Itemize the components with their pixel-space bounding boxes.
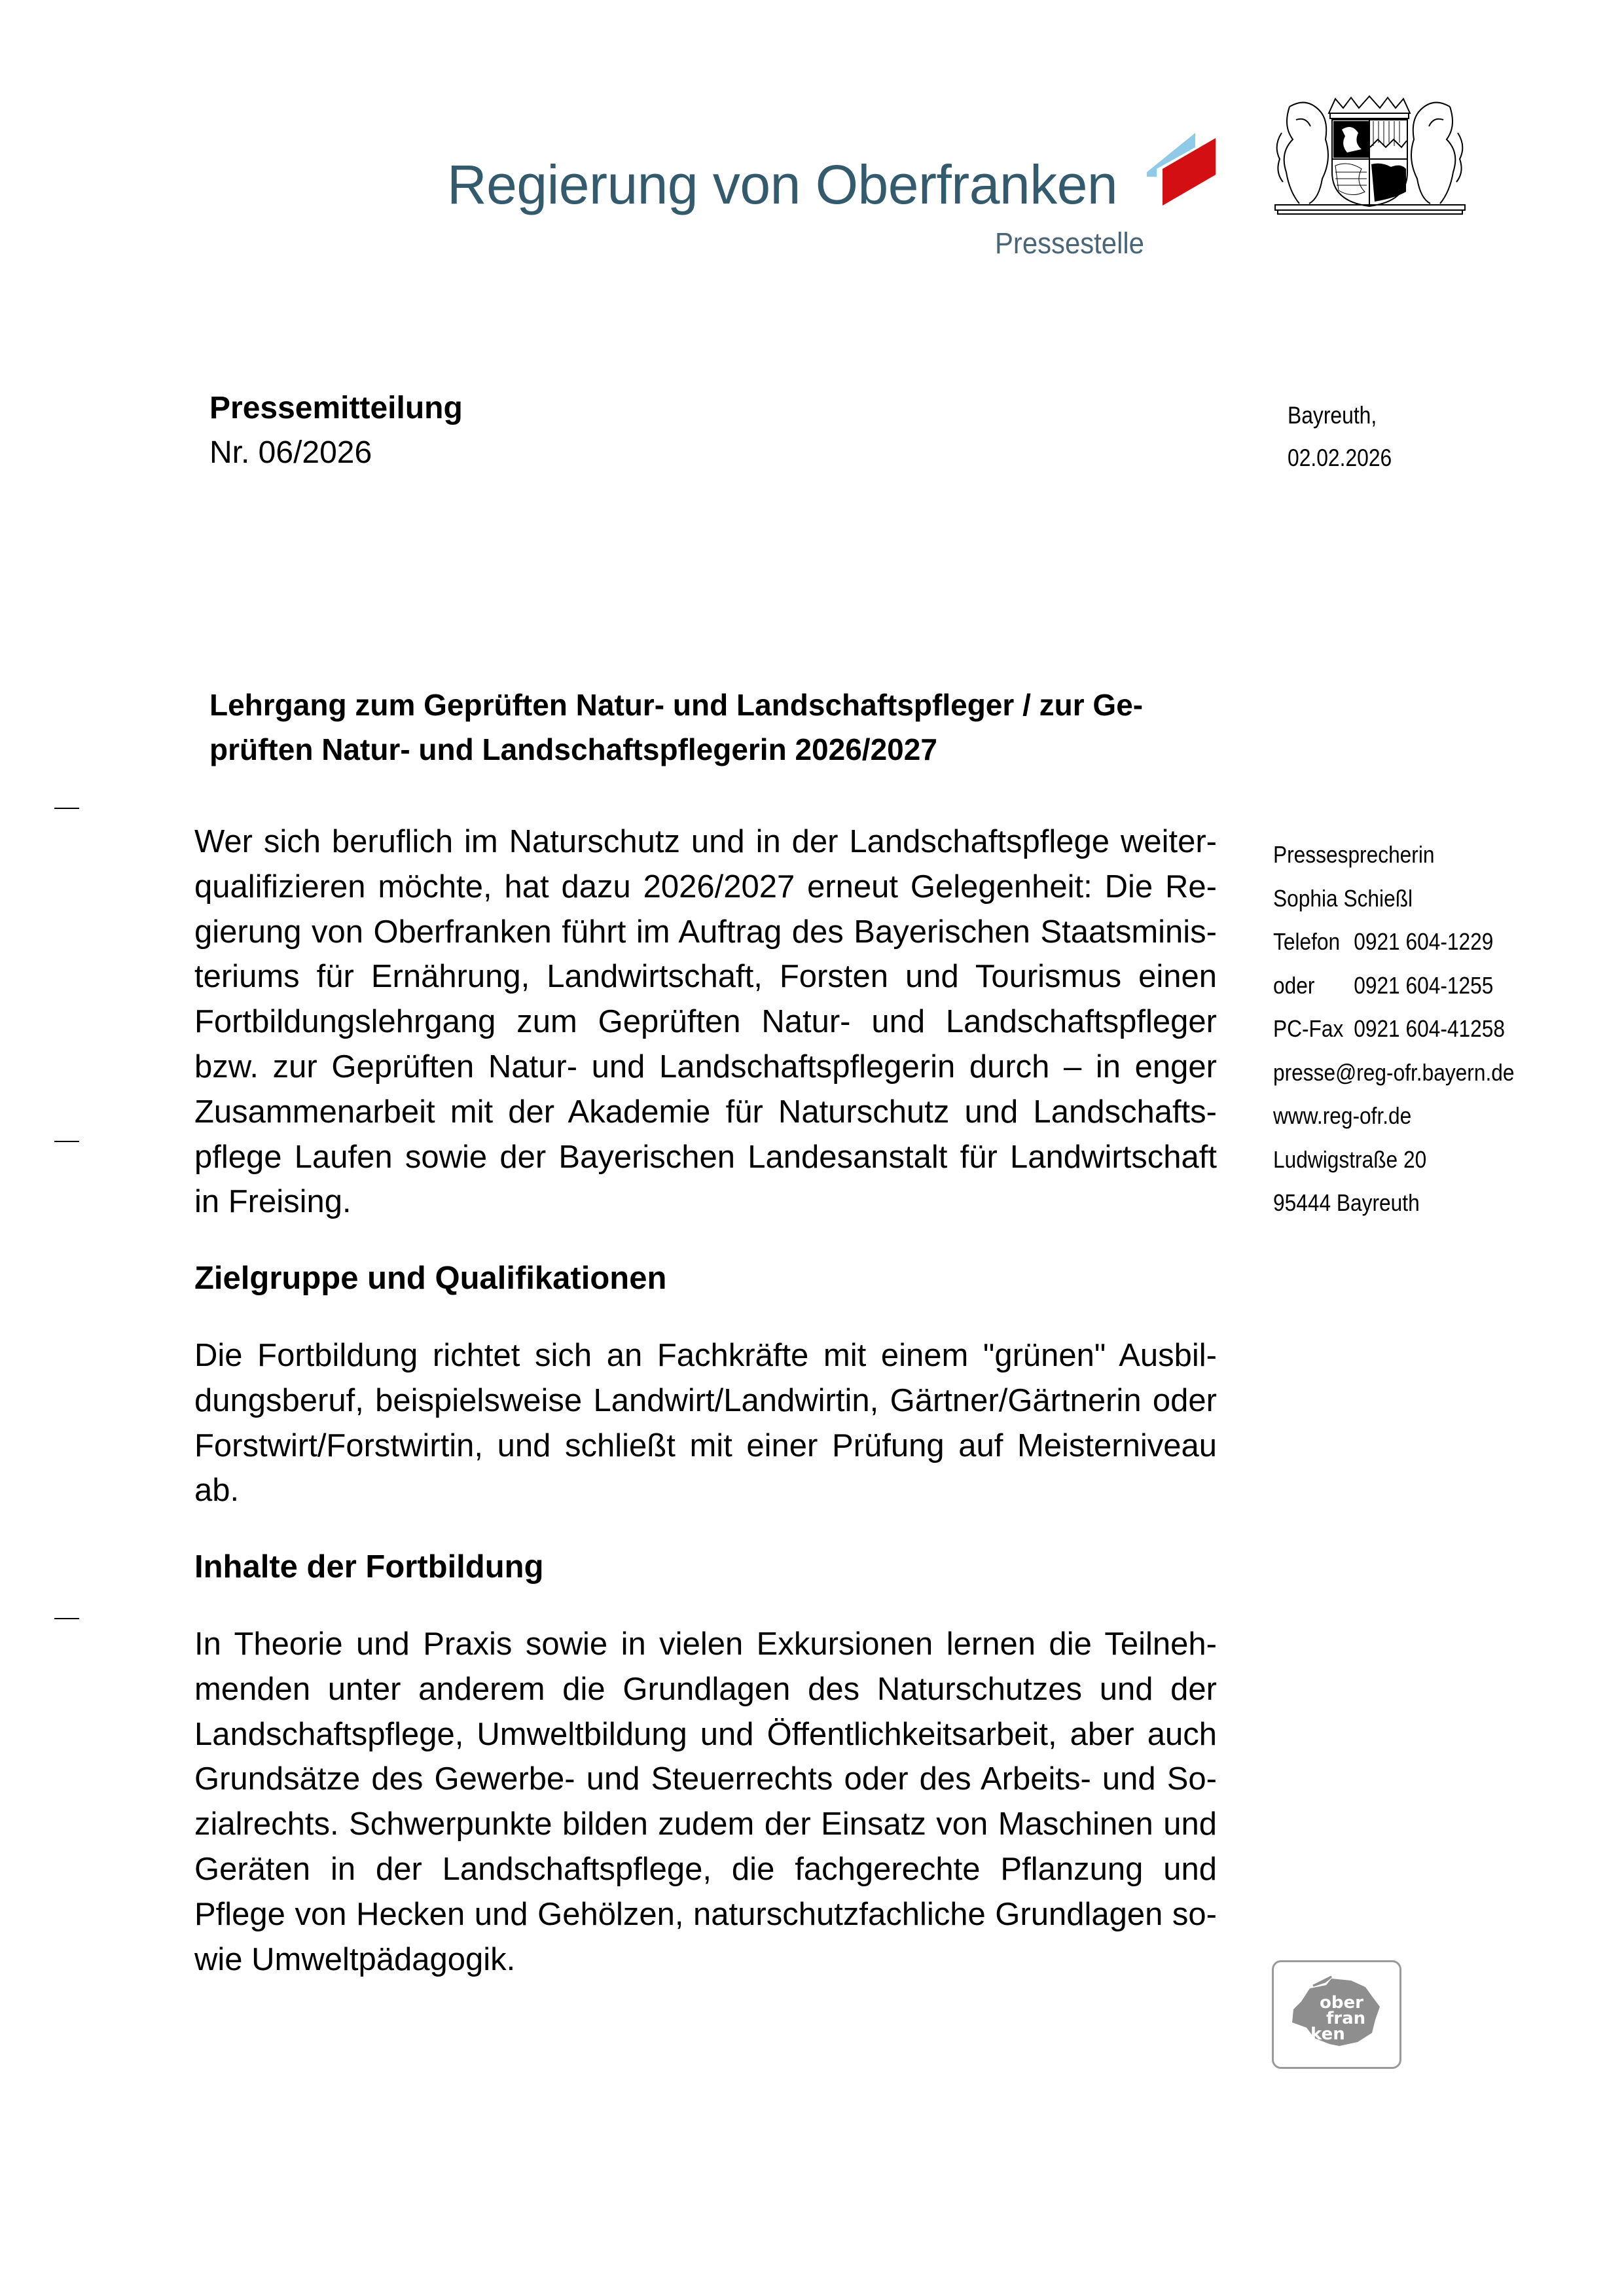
contact-alt-phone: oder 0921 604-1255 — [1273, 964, 1515, 1008]
text-line: Pflege von Hecken und Gehölzen, naturschutzfachliche Grundlagen so- — [194, 1896, 1217, 1932]
svg-text:fran: fran — [1326, 2009, 1366, 2028]
website-link[interactable]: www.reg-ofr.de — [1273, 1102, 1412, 1129]
release-number: Nr. 06/2026 — [209, 435, 372, 470]
punch-mark — [54, 1618, 79, 1619]
city-address: 95444 Bayreuth — [1273, 1189, 1420, 1216]
text-line: Forstwirt/Forstwirtin, und schließt mit einer Prüfung auf Meisterniveau — [194, 1427, 1217, 1463]
text-line: Landschaftspflege, Umweltbildung und Öffentlichkeitsarbeit, aber auch — [194, 1716, 1217, 1752]
contact-phone: Telefon 0921 604-1229 — [1273, 920, 1515, 964]
logo-wordmark: Regierung von Oberfranken — [447, 154, 1118, 215]
svg-text:ken: ken — [1310, 2024, 1345, 2044]
alt-phone-link[interactable]: 0921 604-1255 — [1354, 971, 1494, 999]
logo-mark-icon — [1142, 130, 1221, 211]
section-heading: Zielgruppe und Qualifikationen — [194, 1261, 667, 1297]
text-line: In Theorie und Praxis sowie in vielen Exkursionen lernen die Teilneh- — [194, 1626, 1217, 1662]
headline-line: Lehrgang zum Geprüften Natur- und Landschaftspfleger / zur Ge- — [209, 688, 1144, 722]
text-line: teriums für Ernährung, Landwirtschaft, Forsten und Tourismus einen — [194, 959, 1217, 995]
fax-number: 0921 604-41258 — [1354, 1015, 1505, 1042]
coat-of-arms-icon — [1270, 94, 1470, 218]
section-paragraph — [194, 1622, 1217, 1982]
text-line: zialrechts. Schwerpunkte bilden zudem der Einsatz von Maschinen und — [194, 1806, 1217, 1842]
date: 02.02.2026 — [1288, 444, 1392, 471]
intro-paragraph — [194, 819, 1217, 1225]
text-line: in Freising. — [194, 1184, 352, 1220]
section-heading: Inhalte der Fortbildung — [194, 1549, 544, 1585]
body-column — [194, 819, 1217, 1982]
logo-subtitle: Pressestelle — [995, 226, 1144, 260]
text-line: ab. — [194, 1473, 240, 1509]
street-address: Ludwigstraße 20 — [1273, 1145, 1427, 1173]
text-line: Wer sich beruflich im Naturschutz und in der Landschaftspflege weiter- — [194, 824, 1217, 859]
text-line: Fortbildungslehrgang zum Geprüften Natur- und Landschaftspfleger — [194, 1004, 1217, 1040]
contact-role: Pressesprecherin — [1273, 841, 1435, 868]
text-line: gierung von Oberfranken führt im Auftrag des Bayerischen Staatsminis- — [194, 914, 1217, 950]
text-line: Geräten in der Landschaftspflege, die fachgerechte Pflanzung und — [194, 1851, 1217, 1887]
oberfranken-logo-icon — [1274, 1962, 1399, 2067]
text-line: Grundsätze des Gewerbe- und Steuerrechts oder des Arbeits- und So- — [194, 1761, 1217, 1797]
text-line: qualifizieren möchte, hat dazu 2026/2027 erneut Gelegenheit: Die Re- — [194, 869, 1217, 905]
headline-line: prüften Natur- und Landschaftspflegerin 2026/2027 — [209, 732, 937, 766]
email-link[interactable]: presse@reg-ofr.bayern.de — [1273, 1058, 1515, 1086]
doc-type-label: Pressemitteilung — [209, 391, 463, 425]
text-line: Die Fortbildung richtet sich an Fachkräfte mit einem "grünen" Ausbil- — [194, 1337, 1217, 1373]
text-line: wie Umweltpädagogik. — [194, 1941, 516, 1977]
text-line: Zusammenarbeit mit der Akademie für Naturschutz und Landschafts- — [194, 1094, 1217, 1130]
text-line: bzw. zur Geprüften Natur- und Landschaftspflegerin durch – in enger — [194, 1049, 1217, 1085]
headline — [209, 683, 1231, 772]
fold-mark — [54, 1141, 79, 1142]
text-line: pflege Laufen sowie der Bayerischen Landesanstalt für Landwirtschaft — [194, 1139, 1217, 1175]
contact-fax: PC-Fax 0921 604-41258 — [1273, 1007, 1515, 1051]
fold-mark — [54, 808, 79, 809]
text-line: menden unter anderem die Grundlagen des Naturschutzes und der — [194, 1671, 1217, 1707]
text-line: dungsberuf, beispielsweise Landwirt/Landwirtin, Gärtner/Gärtnerin oder — [194, 1382, 1217, 1418]
oberfranken-badge — [1272, 1960, 1401, 2069]
contact-block — [1273, 833, 1515, 1225]
phone-link[interactable]: 0921 604-1229 — [1354, 928, 1494, 955]
place: Bayreuth, — [1288, 402, 1377, 429]
section-paragraph — [194, 1333, 1217, 1513]
contact-name: Sophia Schießl — [1273, 884, 1413, 912]
svg-text:ober: ober — [1320, 1993, 1363, 2013]
